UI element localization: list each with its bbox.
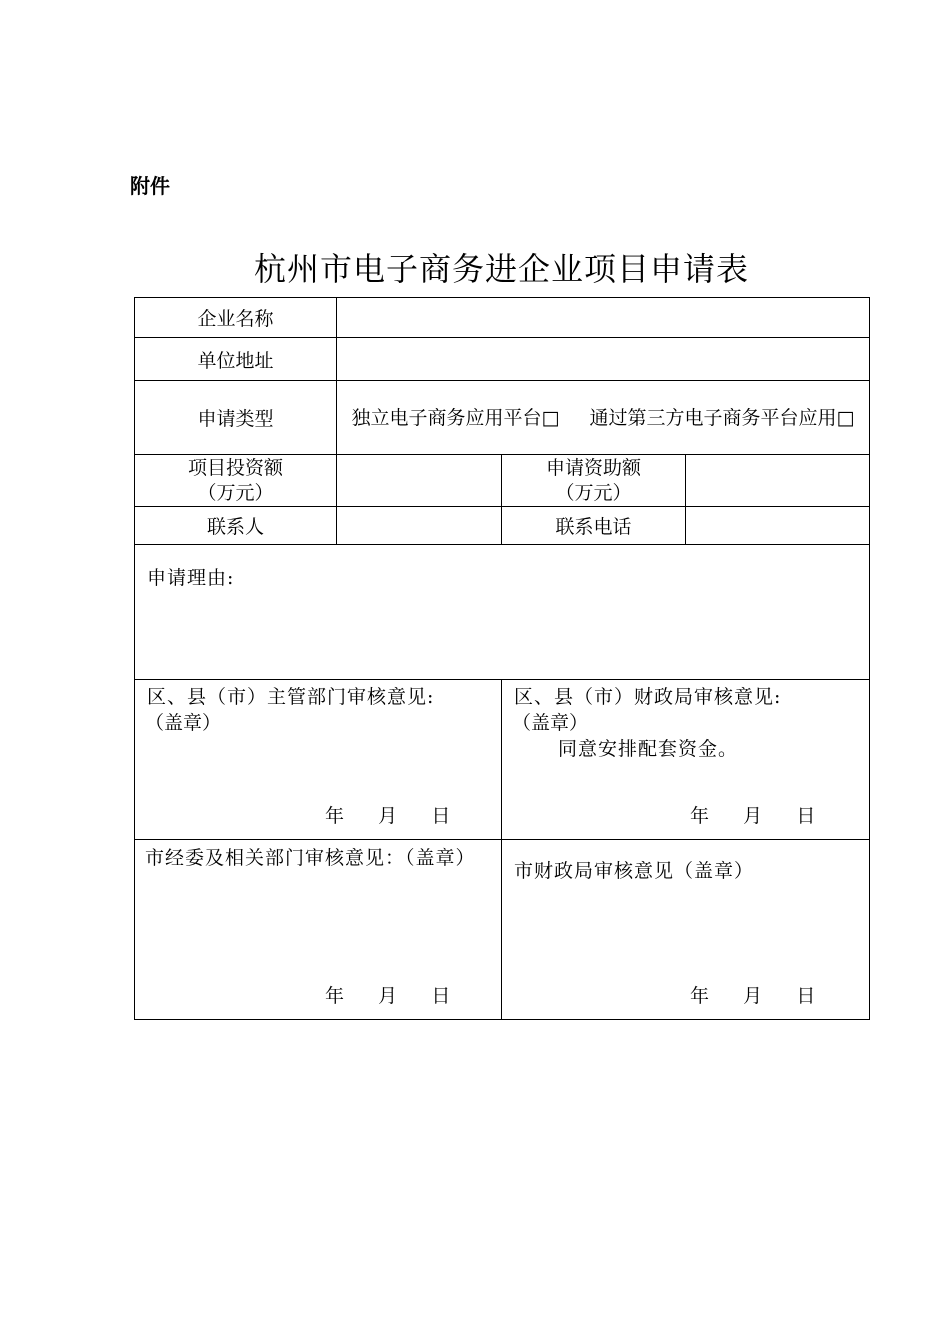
subsidy-label-line1: 申请资助额 [545, 456, 641, 479]
application-form-table [134, 297, 870, 1020]
city-finance-review-title: 市财政局审核意见（盖章） [514, 860, 755, 882]
phone-field[interactable] [686, 507, 870, 545]
row-company-name [135, 298, 870, 338]
contact-label: 联系人 [135, 507, 337, 545]
district-finance-agree-text: 同意安排配套资金。 [558, 738, 739, 760]
district-finance-seal: （盖章） [512, 712, 589, 734]
row-city-review [135, 840, 870, 1020]
subsidy-label [502, 455, 686, 507]
subsidy-label-line2: （万元） [555, 481, 632, 504]
attachment-label: 附件 [130, 174, 170, 198]
row-reason [135, 545, 870, 680]
reason-field[interactable] [135, 545, 870, 680]
city-econ-date: 年 月 日 [325, 985, 453, 1007]
subsidy-field[interactable] [686, 455, 870, 507]
application-type-options [337, 381, 870, 455]
form-title: 杭州市电子商务进企业项目申请表 [253, 250, 749, 288]
reason-label: 申请理由: [147, 567, 235, 589]
district-dept-date: 年 月 日 [325, 805, 453, 827]
district-dept-review-title: 区、县（市）主管部门审核意见: [147, 686, 435, 708]
company-name-label: 企业名称 [135, 298, 337, 338]
type-option-third-party[interactable]: 通过第三方电子商务平台应用□ [589, 406, 855, 429]
investment-label [135, 455, 337, 507]
investment-label-line1: 项目投资额 [187, 456, 283, 479]
district-finance-review [502, 680, 870, 840]
address-field[interactable] [337, 338, 870, 381]
row-district-review [135, 680, 870, 840]
type-option-standalone[interactable]: 独立电子商务应用平台□ [351, 406, 560, 429]
city-finance-review [502, 840, 870, 1020]
district-dept-seal: （盖章） [145, 712, 222, 734]
contact-field[interactable] [337, 507, 502, 545]
district-finance-review-title: 区、县（市）财政局审核意见: [514, 686, 782, 708]
phone-label: 联系电话 [502, 507, 686, 545]
row-contact [135, 507, 870, 545]
address-label: 单位地址 [135, 338, 337, 381]
company-name-field[interactable] [337, 298, 870, 338]
row-address [135, 338, 870, 381]
city-finance-date: 年 月 日 [690, 985, 818, 1007]
row-application-type [135, 381, 870, 455]
row-amounts [135, 455, 870, 507]
district-dept-review [135, 680, 502, 840]
district-finance-date: 年 月 日 [690, 805, 818, 827]
investment-field[interactable] [337, 455, 502, 507]
city-econ-review-title: 市经委及相关部门审核意见：（盖章） [145, 847, 476, 869]
investment-label-line2: （万元） [197, 481, 274, 504]
application-type-label: 申请类型 [135, 381, 337, 455]
city-econ-review [135, 840, 502, 1020]
